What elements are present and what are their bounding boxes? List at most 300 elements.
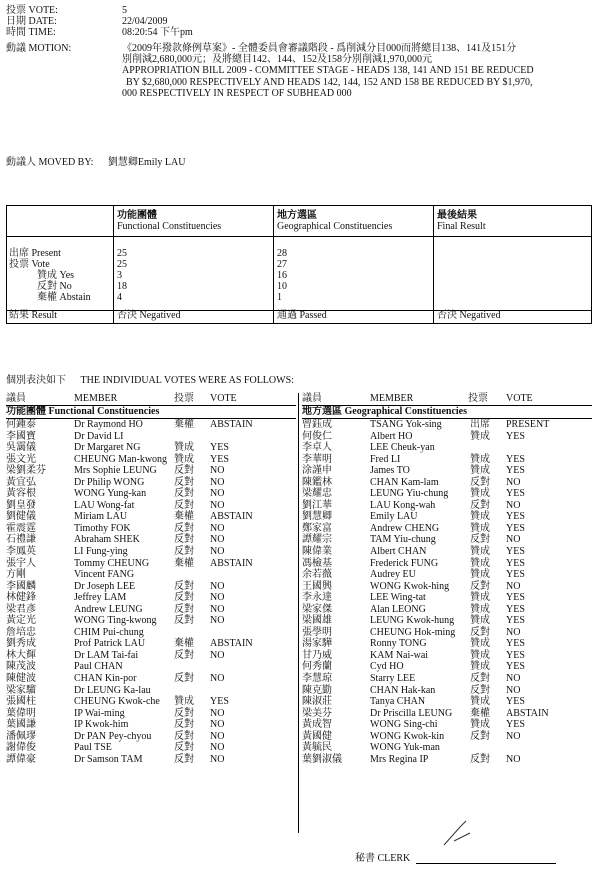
member-row [6, 477, 296, 489]
col-gc-en: Geographical Constituencies [277, 221, 393, 232]
member-row [302, 500, 592, 512]
member-name-en: Mrs Regina IP [370, 753, 429, 765]
vote-en: NO [506, 753, 521, 765]
member-name-en: LAU Kong-wah [370, 499, 436, 511]
vote-zh: 贊成 [174, 453, 194, 465]
member-name-en: CHAN Hak-kan [370, 684, 436, 696]
member-row [6, 742, 296, 754]
member-name-zh: 陳健波 [6, 673, 36, 685]
member-row [302, 454, 592, 466]
member-row [302, 546, 592, 558]
member-name-en: Frederick FUNG [370, 557, 439, 569]
vote-zh: 贊成 [470, 511, 490, 523]
vote-zh: 贊成 [470, 430, 490, 442]
fc-table-header [6, 393, 296, 406]
gc-result: 通過 Passed [277, 310, 327, 321]
header-zh-member: 議員 [302, 393, 322, 404]
member-row [6, 615, 296, 627]
member-name-en: Andrew LEUNG [74, 603, 143, 615]
header-vote: VOTE [506, 393, 533, 404]
vote-zh: 反對 [174, 499, 194, 511]
member-name-en: CHAN Kin-por [74, 673, 137, 685]
vote-en: YES [506, 569, 525, 581]
vote-zh: 反對 [470, 626, 490, 638]
votes-title [6, 375, 306, 386]
vote-zh: 贊成 [470, 557, 490, 569]
vote-zh: 贊成 [470, 522, 490, 534]
member-name-en: Dr Raymond HO [74, 419, 143, 430]
member-name-en: WONG Ting-kwong [74, 615, 157, 627]
member-row [302, 742, 592, 754]
member-name-en: Tommy CHEUNG [74, 557, 150, 569]
member-row [6, 419, 296, 431]
gc-abstain: 1 [277, 292, 282, 303]
vote-zh: 反對 [174, 522, 194, 534]
member-row [302, 419, 592, 431]
gc-rows [302, 419, 592, 765]
member-name-zh: 余若薇 [302, 569, 332, 581]
signature-mark [440, 815, 480, 849]
vote-en: NO [506, 534, 521, 546]
member-name-zh: 葉國謙 [6, 719, 36, 731]
vote-zh: 反對 [174, 488, 194, 500]
vote-en: NO [210, 673, 225, 685]
member-name-zh: 張國柱 [6, 696, 36, 708]
member-name-zh: 李鳳英 [6, 546, 36, 558]
header-zh-vote: 投票 [174, 393, 194, 404]
result-label: 結果 Result [9, 310, 58, 321]
vote-en: NO [210, 546, 225, 558]
member-row [6, 719, 296, 731]
vote-en: NO [210, 603, 225, 615]
date-value: 22/04/2009 [122, 16, 168, 27]
vote-zh: 反對 [174, 707, 194, 719]
member-name-en: Starry LEE [370, 673, 416, 685]
member-name-zh: 劉秀成 [6, 638, 36, 650]
member-name-zh: 霍震霆 [6, 522, 36, 534]
member-name-en: WONG Kwok-hing [370, 580, 450, 592]
fc-votes-table [6, 393, 296, 765]
member-row [302, 592, 592, 604]
vote-zh: 贊成 [470, 615, 490, 627]
fc-present: 25 [117, 248, 127, 259]
col-fc-zh: 功能團體 [117, 210, 157, 221]
vote-zh: 反對 [174, 753, 194, 765]
no-label: 反對 No [37, 281, 72, 292]
member-row [302, 696, 592, 708]
member-name-en: CHEUNG Hok-ming [370, 626, 456, 638]
member-name-zh: 潘佩璆 [6, 730, 36, 742]
member-name-zh: 梁君彥 [6, 603, 36, 615]
vote-en: YES [506, 465, 525, 477]
gc-group-title: 地方選區 Geographical Constituencies [302, 406, 592, 419]
member-name-zh: 譚偉豪 [6, 753, 36, 765]
member-name-zh: 陳茂波 [6, 661, 36, 673]
time-value: 08:20:54 下午pm [122, 27, 193, 38]
member-name-zh: 林大輝 [6, 649, 36, 661]
member-name-en: Dr David LI [74, 430, 124, 442]
member-name-en: WONG Sing-chi [370, 719, 438, 731]
member-row [302, 673, 592, 685]
member-row [6, 569, 296, 581]
vote-en: YES [506, 719, 525, 731]
member-name-zh: 李華明 [302, 453, 332, 465]
member-name-zh: 湯家驊 [302, 638, 332, 650]
abstain-label: 棄權 Abstain [37, 292, 91, 303]
fc-rows [6, 419, 296, 765]
vote-zh: 反對 [470, 673, 490, 685]
member-name-en: CHEUNG Man-kwong [74, 453, 168, 465]
vote-en: ABSTAIN [210, 511, 253, 523]
vote-zh: 贊成 [470, 453, 490, 465]
member-name-en: Albert HO [370, 430, 413, 442]
vote-en: ABSTAIN [210, 638, 253, 650]
vote-zh: 反對 [174, 742, 194, 754]
member-row [6, 661, 296, 673]
vote-zh: 反對 [174, 719, 194, 731]
vote-en: NO [210, 707, 225, 719]
gc-no: 10 [277, 281, 287, 292]
member-name-en: Emily LAU [370, 511, 418, 523]
vote-en: NO [506, 730, 521, 742]
mover-label: 動議人 MOVED BY: [6, 157, 94, 168]
vote-en: NO [210, 465, 225, 477]
vote-en: NO [210, 730, 225, 742]
member-row [6, 650, 296, 662]
member-name-zh: 李慧琼 [302, 673, 332, 685]
member-name-zh: 謝偉俊 [6, 742, 36, 754]
header-member: MEMBER [370, 393, 414, 404]
member-name-en: Dr Priscilla LEUNG [370, 707, 453, 719]
gc-yes: 16 [277, 270, 287, 281]
member-name-zh: 劉健儀 [6, 511, 36, 523]
member-row [302, 488, 592, 500]
member-row [302, 431, 592, 443]
member-name-en: WONG Yuk-man [370, 742, 440, 754]
vote-en: NO [210, 534, 225, 546]
vote-zh: 贊成 [470, 719, 490, 731]
member-name-zh: 劉江華 [302, 499, 332, 511]
member-name-en: James TO [370, 465, 410, 477]
member-name-en: LEUNG Yiu-chung [370, 488, 449, 500]
member-name-en: Cyd HO [370, 661, 404, 673]
vote-en: NO [210, 742, 225, 754]
member-name-zh: 陳克勤 [302, 684, 332, 696]
date-label: 日期 DATE: [6, 16, 57, 27]
vote-en: YES [506, 592, 525, 604]
member-name-zh: 李卓人 [302, 442, 332, 454]
member-row [302, 708, 592, 720]
vote-zh: 贊成 [174, 442, 194, 454]
member-name-zh: 李永達 [302, 592, 332, 604]
motion-text [122, 43, 598, 99]
member-name-en: Mrs Sophie LEUNG [74, 465, 157, 477]
vote-en: NO [210, 649, 225, 661]
member-row [6, 604, 296, 616]
member-name-en: Ronny TONG [370, 638, 427, 650]
member-row [302, 754, 592, 766]
vote-zh: 反對 [174, 592, 194, 604]
member-row [6, 581, 296, 593]
vote-zh: 贊成 [470, 546, 490, 558]
vote-en: NO [506, 476, 521, 488]
vote-zh: 棄權 [174, 419, 194, 430]
member-row [6, 731, 296, 743]
col-final-zh: 最後結果 [437, 210, 477, 221]
vote-en: YES [506, 638, 525, 650]
divider [433, 206, 434, 323]
member-row [6, 488, 296, 500]
member-row [302, 638, 592, 650]
member-name-zh: 黃毓民 [302, 742, 332, 754]
member-name-en: Paul TSE [74, 742, 112, 754]
member-name-zh: 甘乃威 [302, 649, 332, 661]
member-name-en: Vincent FANG [74, 569, 135, 581]
vote-en: NO [210, 592, 225, 604]
vote-number-value: 5 [122, 5, 127, 16]
member-row [6, 523, 296, 535]
member-name-zh: 黃定光 [6, 615, 36, 627]
member-name-zh: 曾鈺成 [302, 419, 332, 430]
member-name-en: LEE Wing-tat [370, 592, 426, 604]
member-name-en: Dr Philip WONG [74, 476, 145, 488]
vote-zh: 贊成 [470, 603, 490, 615]
member-name-en: LEUNG Kwok-hung [370, 615, 455, 627]
member-name-en: Dr Joseph LEE [74, 580, 136, 592]
member-name-en: Paul CHAN [74, 661, 123, 673]
member-name-zh: 張宇人 [6, 557, 36, 569]
member-row [302, 604, 592, 616]
member-name-zh: 石禮謙 [6, 534, 36, 546]
col-fc-en: Functional Constituencies [117, 221, 222, 232]
vote-zh: 贊成 [174, 696, 194, 708]
member-row [6, 708, 296, 720]
member-name-zh: 黃容根 [6, 488, 36, 500]
vote-zh: 贊成 [470, 488, 490, 500]
vote-en: NO [506, 626, 521, 638]
vote-zh: 反對 [470, 499, 490, 511]
member-row [6, 754, 296, 766]
member-name-en: Dr Samson TAM [74, 753, 143, 765]
member-row [302, 442, 592, 454]
vote-en: YES [506, 557, 525, 569]
member-name-en: Timothy FOK [74, 522, 131, 534]
member-row [302, 534, 592, 546]
member-name-en: Dr Margaret NG [74, 442, 141, 454]
vote-zh: 反對 [174, 476, 194, 488]
member-name-en: Dr PAN Pey-chyou [74, 730, 152, 742]
member-row [6, 546, 296, 558]
vote-en: ABSTAIN [210, 557, 253, 569]
vote-zh: 出席 [470, 419, 490, 430]
vote-en: NO [210, 488, 225, 500]
member-row [6, 627, 296, 639]
member-name-zh: 葉劉淑儀 [302, 753, 342, 765]
member-row [6, 442, 296, 454]
member-row [6, 558, 296, 570]
gc-table-header [302, 393, 592, 406]
member-name-zh: 梁美芬 [302, 707, 332, 719]
member-row [302, 731, 592, 743]
member-name-zh: 葉偉明 [6, 707, 36, 719]
member-row [302, 511, 592, 523]
member-name-zh: 陳偉業 [302, 546, 332, 558]
member-name-zh: 林健鋒 [6, 592, 36, 604]
motion-text-en-2: BY $2,680,000 RESPECTIVELY AND HEADS 142, 144, 152 AND 158 BE REDUCED BY $1,970, [126, 76, 533, 88]
member-name-zh: 黃宜弘 [6, 476, 36, 488]
member-row [302, 569, 592, 581]
member-name-en: Prof Patrick LAU [74, 638, 146, 650]
vote-zh: 棄權 [174, 638, 194, 650]
vote-zh: 反對 [174, 546, 194, 558]
vote-zh: 反對 [174, 615, 194, 627]
member-name-en: Miriam LAU [74, 511, 128, 523]
vote-en: YES [506, 488, 525, 500]
member-row [302, 558, 592, 570]
header-zh-vote: 投票 [468, 393, 488, 404]
fc-no: 18 [117, 281, 127, 292]
clerk-label: 秘書 CLERK [355, 853, 411, 864]
clerk-signature-line [416, 863, 556, 864]
vote-en: YES [506, 696, 525, 708]
vote-en: PRESENT [506, 419, 550, 430]
fc-result: 否決 Negatived [117, 310, 181, 321]
gc-present: 28 [277, 248, 287, 259]
member-row [6, 638, 296, 650]
vote-zh: 反對 [174, 580, 194, 592]
vote-en: YES [506, 546, 525, 558]
member-row [6, 511, 296, 523]
member-name-en: CHIM Pui-chung [74, 626, 144, 638]
member-name-en: LEE Cheuk-yan [370, 442, 435, 454]
motion-text-en-1: APPROPRIATION BILL 2009 - COMMITTEE STAGE - HEADS 138, 141 AND 151 BE REDUCED [122, 65, 534, 77]
column-divider [298, 393, 299, 833]
header-member: MEMBER [74, 393, 118, 404]
vote-number-label: 投票 VOTE: [6, 5, 58, 16]
member-row [302, 523, 592, 535]
vote-en: ABSTAIN [506, 707, 549, 719]
divider [273, 206, 274, 323]
yes-label: 贊成 Yes [37, 270, 75, 281]
member-name-en: Alan LEONG [370, 603, 426, 615]
member-name-zh: 陳淑莊 [302, 696, 332, 708]
member-name-en: IP Kwok-him [74, 719, 129, 731]
vote-zh: 反對 [470, 684, 490, 696]
member-name-zh: 黃國健 [302, 730, 332, 742]
header-vote: VOTE [210, 393, 237, 404]
member-name-en: Tanya CHAN [370, 696, 426, 708]
vote-zh: 反對 [470, 534, 490, 546]
vote-en: YES [506, 603, 525, 615]
member-name-zh: 詹培忠 [6, 626, 36, 638]
vote-label: 投票 Vote [9, 259, 50, 270]
vote-zh: 反對 [174, 534, 194, 546]
vote-zh: 贊成 [470, 638, 490, 650]
member-row [302, 661, 592, 673]
member-name-en: CHAN Kam-lam [370, 476, 439, 488]
member-name-zh: 何秀蘭 [302, 661, 332, 673]
vote-en: NO [506, 673, 521, 685]
vote-en: YES [506, 661, 525, 673]
member-row [6, 696, 296, 708]
member-row [6, 592, 296, 604]
member-name-zh: 梁國雄 [302, 615, 332, 627]
member-name-en: IP Wai-ming [74, 707, 125, 719]
member-name-zh: 梁家騮 [6, 684, 36, 696]
member-name-en: LI Fung-ying [74, 546, 128, 558]
member-row [302, 581, 592, 593]
member-name-zh: 何俊仁 [302, 430, 332, 442]
fc-vote: 25 [117, 259, 127, 270]
member-row [302, 719, 592, 731]
gc-vote: 27 [277, 259, 287, 270]
member-row [302, 465, 592, 477]
member-name-zh: 方剛 [6, 569, 26, 581]
vote-zh: 贊成 [470, 569, 490, 581]
vote-en: YES [506, 511, 525, 523]
divider [7, 236, 591, 237]
member-name-zh: 張文光 [6, 453, 36, 465]
vote-zh: 贊成 [470, 465, 490, 477]
member-row [302, 627, 592, 639]
vote-zh: 贊成 [470, 649, 490, 661]
vote-en: YES [506, 649, 525, 661]
vote-zh: 棄權 [174, 557, 194, 569]
member-name-en: Albert CHAN [370, 546, 427, 558]
member-row [6, 534, 296, 546]
member-name-en: LAU Wong-fat [74, 499, 135, 511]
member-name-en: CHEUNG Kwok-che [74, 696, 160, 708]
member-name-zh: 張學明 [302, 626, 332, 638]
vote-zh: 反對 [470, 476, 490, 488]
member-row [6, 465, 296, 477]
fc-group-title: 功能團體 Functional Constituencies [6, 406, 296, 419]
motion-text-en-3: 000 RESPECTIVELY IN RESPECT OF SUBHEAD 000 [122, 87, 352, 99]
vote-en: NO [210, 615, 225, 627]
member-row [6, 500, 296, 512]
vote-zh: 反對 [470, 580, 490, 592]
member-name-zh: 劉皇發 [6, 499, 36, 511]
member-row [6, 673, 296, 685]
motion-text-zh-2: 別削減2,680,000元；及將總目142、144、152及158分別削減1,970,000元 [122, 54, 432, 66]
time-label: 時間 TIME: [6, 27, 56, 38]
vote-en: YES [506, 615, 525, 627]
member-name-zh: 陳鑑林 [302, 476, 332, 488]
member-row [302, 615, 592, 627]
member-name-en: Dr LAM Tai-fai [74, 649, 139, 661]
col-final-en: Final Result [437, 221, 486, 232]
final-result: 否決 Negatived [437, 310, 501, 321]
header-zh-member: 議員 [6, 393, 26, 404]
member-name-en: Fred LI [370, 453, 401, 465]
vote-en: NO [210, 499, 225, 511]
votes-title-en: THE INDIVIDUAL VOTES WERE AS FOLLOWS: [80, 375, 294, 386]
vote-en: NO [506, 580, 521, 592]
vote-en: NO [210, 719, 225, 731]
motion-label: 動議 MOTION: [6, 43, 72, 54]
member-name-zh: 梁耀忠 [302, 488, 332, 500]
member-name-en: WONG Yung-kan [74, 488, 147, 500]
col-gc-zh: 地方選區 [277, 210, 317, 221]
vote-en: YES [506, 453, 525, 465]
member-name-en: Dr LEUNG Ka-lau [74, 684, 151, 696]
member-name-zh: 黃成智 [302, 719, 332, 731]
vote-en: YES [506, 522, 525, 534]
fc-yes: 3 [117, 270, 122, 281]
vote-zh: 棄權 [470, 707, 490, 719]
member-name-en: WONG Kwok-kin [370, 730, 445, 742]
member-name-zh: 梁家傑 [302, 603, 332, 615]
